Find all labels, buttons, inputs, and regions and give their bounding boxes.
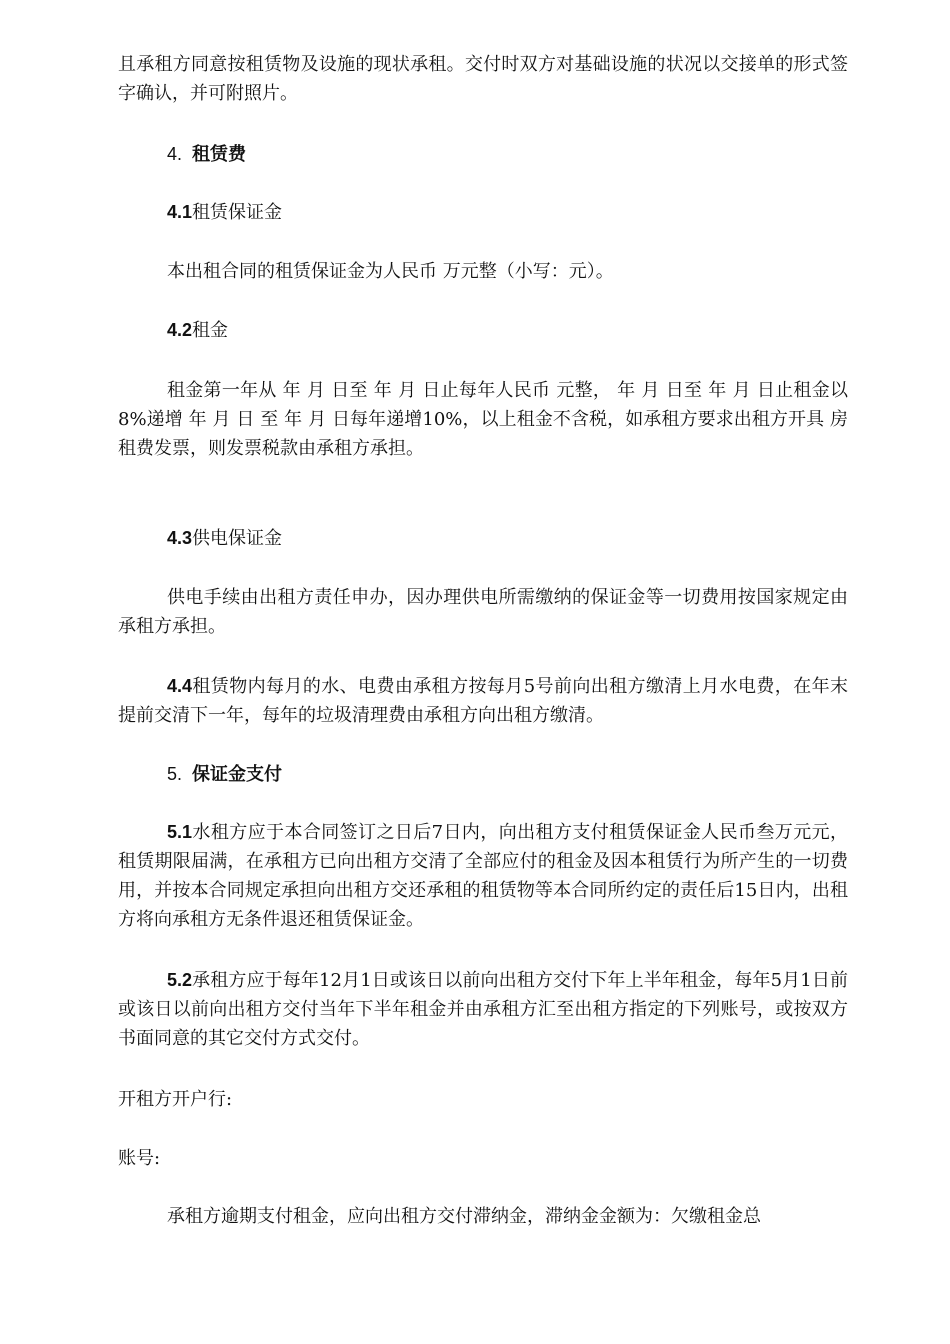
paragraph-deposit-amount: 本出租合同的租赁保证金为人民币 万元整（小写：元）。 [167, 261, 614, 282]
paragraph-text: 租赁物内每月的水、电费由承租方按每月5号前向出租方缴清上月水电费，在年末提前交清下一年，每年的垃圾清理费由承租方向出租方缴清。 [118, 676, 848, 726]
paragraph-power-deposit: 供电手续由出租方责任申办，因办理供电所需缴纳的保证金等一切费用按国家规定由承租方承担。 [118, 587, 848, 637]
paragraph-deposit-payment [118, 818, 848, 934]
subsection-number: 5.2 [167, 970, 193, 990]
paragraph-late-fee: 承租方逾期支付租金，应向出租方交付滞纳金，滞纳金金额为：欠缴租金总 [167, 1206, 761, 1227]
subsection-title: 租金 [192, 320, 229, 341]
account-label: 账号: [118, 1148, 161, 1169]
section-number: 5. [167, 764, 183, 784]
paragraph-payment-schedule [118, 966, 848, 1053]
subsection-number: 4.1 [167, 202, 193, 222]
subsection-number: 5.1 [167, 822, 193, 842]
subsection-heading-rent [118, 316, 848, 345]
subsection-heading-power-deposit [118, 524, 848, 553]
paragraph-handover: 且承租方同意按租赁物及设施的现状承租。交付时双方对基础设施的状况以交接单的形式签字确认，并可附照片。 [118, 54, 848, 104]
paragraph-text: 水租方应于本合同签订之日后7日内，向出租方支付租赁保证金人民币叁万元元，租赁期限届满，在承租方已向出租方交清了全部应付的租金及因本租赁行为所产生的一切费用，并按本合同规定承担向出租方交还承租的租赁物等本合同所约定的责任后15日内，出租方将向承租方无条件退还租赁保证金。 [118, 822, 848, 930]
section-title: 租赁费 [192, 144, 247, 165]
paragraph-utilities [118, 672, 848, 730]
section-heading-deposit-payment [118, 760, 848, 789]
paragraph-text: 承租方应于每年12月1日或该日以前向出租方交付下年上半年租金，每年5月1日前或该日以前向出租方交付当年下半年租金并由承租方汇至出租方指定的下列账号，或按双方书面同意的其它交付方式交付。 [118, 970, 848, 1049]
section-heading-rent-fees [118, 140, 848, 169]
section-title: 保证金支付 [192, 764, 283, 785]
subsection-number: 4.3 [167, 528, 193, 548]
subsection-title: 租赁保证金 [192, 202, 283, 223]
section-number: 4. [167, 144, 183, 164]
paragraph-rent-terms: 租金第一年从 年 月 日至 年 月 日止每年人民币 元整， 年 月 日至 年 月 日止租金以8%递增 年 月 日 至 年 月 日每年递增10%，以上租金不含税，如承租方要求出租方开具 房租费发票，则发票税款由承租方承担。 [118, 380, 848, 459]
subsection-number: 4.4 [167, 676, 193, 696]
bank-label: 开租方开户行: [118, 1089, 233, 1110]
subsection-title: 供电保证金 [192, 528, 283, 549]
subsection-heading-deposit [118, 198, 848, 227]
subsection-number: 4.2 [167, 320, 193, 340]
